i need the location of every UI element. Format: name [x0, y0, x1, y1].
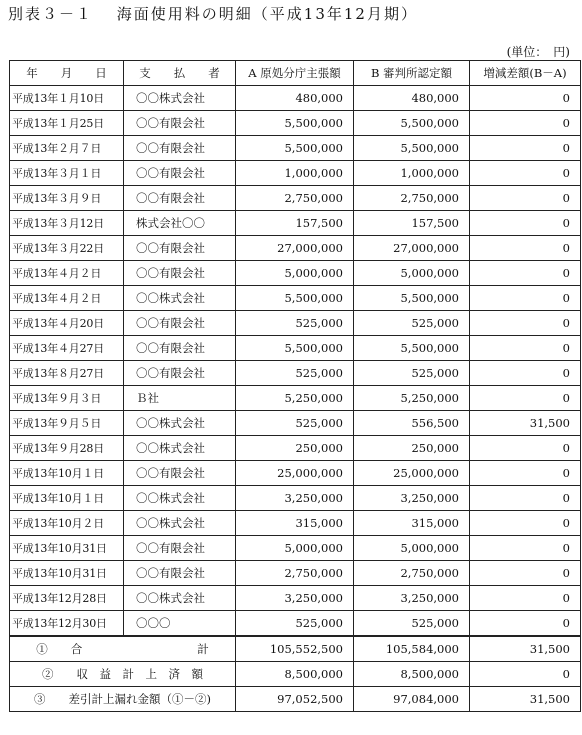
- row-payer: 株式会社〇〇: [124, 211, 236, 236]
- row-claimed: 525,000: [236, 361, 354, 386]
- table-row: [10, 236, 581, 261]
- row-claimed: 3,250,000: [236, 586, 354, 611]
- row-claimed: 480,000: [236, 86, 354, 111]
- total-claimed: 105,552,500: [236, 636, 354, 662]
- table-row: [10, 286, 581, 311]
- row-approved: 2,750,000: [354, 186, 470, 211]
- row-date: 平成13年４月２日: [10, 261, 124, 286]
- row-diff: 0: [470, 536, 581, 561]
- row-claimed: 525,000: [236, 411, 354, 436]
- row-approved: 5,500,000: [354, 111, 470, 136]
- total-label: ③ 差引計上漏れ金額（①－②): [10, 687, 236, 712]
- row-claimed: 1,000,000: [236, 161, 354, 186]
- row-claimed: 5,000,000: [236, 536, 354, 561]
- row-payer: 〇〇株式会社: [124, 411, 236, 436]
- row-diff: 0: [470, 186, 581, 211]
- total-claimed: 97,052,500: [236, 687, 354, 712]
- row-approved: 5,000,000: [354, 536, 470, 561]
- row-approved: 2,750,000: [354, 561, 470, 586]
- usage-fee-table: [9, 60, 581, 712]
- row-diff: 0: [470, 286, 581, 311]
- total-row: [10, 636, 581, 662]
- row-payer: 〇〇有限会社: [124, 461, 236, 486]
- row-payer: 〇〇有限会社: [124, 136, 236, 161]
- row-date: 平成13年８月27日: [10, 361, 124, 386]
- total-diff: 31,500: [470, 636, 581, 662]
- row-claimed: 25,000,000: [236, 461, 354, 486]
- row-payer: 〇〇株式会社: [124, 586, 236, 611]
- row-date: 平成13年９月５日: [10, 411, 124, 436]
- row-payer: 〇〇株式会社: [124, 511, 236, 536]
- row-claimed: 2,750,000: [236, 561, 354, 586]
- row-payer: 〇〇株式会社: [124, 436, 236, 461]
- row-payer: 〇〇有限会社: [124, 311, 236, 336]
- row-diff: 0: [470, 211, 581, 236]
- table-row: [10, 586, 581, 611]
- row-payer: Ｂ社: [124, 386, 236, 411]
- table-row: [10, 161, 581, 186]
- table-row: [10, 486, 581, 511]
- row-payer: 〇〇有限会社: [124, 261, 236, 286]
- table-row: [10, 186, 581, 211]
- row-diff: 0: [470, 336, 581, 361]
- row-date: 平成13年９月28日: [10, 436, 124, 461]
- table-row: [10, 436, 581, 461]
- total-label: ② 収 益 計 上 済 額: [10, 662, 236, 687]
- table-row: [10, 361, 581, 386]
- row-payer: 〇〇有限会社: [124, 561, 236, 586]
- row-approved: 27,000,000: [354, 236, 470, 261]
- row-date: 平成13年10月31日: [10, 536, 124, 561]
- table-row: [10, 336, 581, 361]
- row-payer: 〇〇株式会社: [124, 486, 236, 511]
- row-approved: 525,000: [354, 361, 470, 386]
- row-payer: 〇〇株式会社: [124, 286, 236, 311]
- table-row: [10, 311, 581, 336]
- header-approved: B 審判所認定額: [354, 61, 470, 86]
- row-date: 平成13年12月30日: [10, 611, 124, 637]
- table-row: [10, 211, 581, 236]
- row-diff: 0: [470, 111, 581, 136]
- row-payer: 〇〇有限会社: [124, 361, 236, 386]
- row-date: 平成13年３月22日: [10, 236, 124, 261]
- row-approved: 556,500: [354, 411, 470, 436]
- row-diff: 0: [470, 361, 581, 386]
- row-payer: 〇〇有限会社: [124, 186, 236, 211]
- row-diff: 0: [470, 561, 581, 586]
- total-approved: 8,500,000: [354, 662, 470, 687]
- total-approved: 97,084,000: [354, 687, 470, 712]
- row-payer: 〇〇有限会社: [124, 111, 236, 136]
- row-claimed: 5,500,000: [236, 111, 354, 136]
- table-row: [10, 561, 581, 586]
- row-diff: 0: [470, 461, 581, 486]
- row-diff: 31,500: [470, 411, 581, 436]
- table-row: [10, 261, 581, 286]
- row-claimed: 157,500: [236, 211, 354, 236]
- table-row: [10, 386, 581, 411]
- unit-label: (単位： 円): [506, 45, 570, 59]
- total-diff: 0: [470, 662, 581, 687]
- row-claimed: 27,000,000: [236, 236, 354, 261]
- total-row: [10, 687, 581, 712]
- total-diff: 31,500: [470, 687, 581, 712]
- table-row: [10, 461, 581, 486]
- total-claimed: 8,500,000: [236, 662, 354, 687]
- row-approved: 5,250,000: [354, 386, 470, 411]
- row-diff: 0: [470, 586, 581, 611]
- row-date: 平成13年12月28日: [10, 586, 124, 611]
- row-claimed: 3,250,000: [236, 486, 354, 511]
- row-date: 平成13年２月７日: [10, 136, 124, 161]
- total-label: ① 合 計: [10, 636, 236, 662]
- row-approved: 5,500,000: [354, 136, 470, 161]
- row-date: 平成13年10月31日: [10, 561, 124, 586]
- row-payer: 〇〇有限会社: [124, 161, 236, 186]
- header-diff: 増減差額(B－A): [470, 61, 581, 86]
- header-date: 年 月 日: [10, 61, 124, 86]
- row-claimed: 2,750,000: [236, 186, 354, 211]
- row-payer: 〇〇〇: [124, 611, 236, 637]
- row-claimed: 525,000: [236, 311, 354, 336]
- row-approved: 5,500,000: [354, 286, 470, 311]
- row-diff: 0: [470, 611, 581, 637]
- row-claimed: 5,500,000: [236, 286, 354, 311]
- row-diff: 0: [470, 136, 581, 161]
- document-title: 別表３－１ 海面使用料の明細（平成13年12月期）: [8, 5, 418, 23]
- table-row: [10, 111, 581, 136]
- row-claimed: 315,000: [236, 511, 354, 536]
- row-approved: 25,000,000: [354, 461, 470, 486]
- row-claimed: 5,000,000: [236, 261, 354, 286]
- row-diff: 0: [470, 511, 581, 536]
- row-date: 平成13年１月10日: [10, 86, 124, 111]
- row-diff: 0: [470, 261, 581, 286]
- row-approved: 250,000: [354, 436, 470, 461]
- table-row: [10, 411, 581, 436]
- row-date: 平成13年３月１日: [10, 161, 124, 186]
- total-approved: 105,584,000: [354, 636, 470, 662]
- row-date: 平成13年３月９日: [10, 186, 124, 211]
- row-approved: 157,500: [354, 211, 470, 236]
- row-approved: 480,000: [354, 86, 470, 111]
- table-row: [10, 611, 581, 637]
- header-claimed: A 原処分庁主張額: [236, 61, 354, 86]
- total-row: [10, 662, 581, 687]
- row-diff: 0: [470, 161, 581, 186]
- row-approved: 1,000,000: [354, 161, 470, 186]
- table-row: [10, 536, 581, 561]
- row-approved: 525,000: [354, 611, 470, 637]
- header-payer: 支 払 者: [124, 61, 236, 86]
- row-claimed: 250,000: [236, 436, 354, 461]
- row-approved: 5,500,000: [354, 336, 470, 361]
- row-approved: 525,000: [354, 311, 470, 336]
- table-header-row: [10, 61, 581, 86]
- row-approved: 3,250,000: [354, 586, 470, 611]
- table-row: [10, 86, 581, 111]
- totals-body: [10, 636, 581, 712]
- row-claimed: 5,500,000: [236, 336, 354, 361]
- row-date: 平成13年４月27日: [10, 336, 124, 361]
- row-diff: 0: [470, 436, 581, 461]
- table-row: [10, 511, 581, 536]
- row-payer: 〇〇有限会社: [124, 336, 236, 361]
- row-diff: 0: [470, 311, 581, 336]
- row-payer: 〇〇有限会社: [124, 536, 236, 561]
- row-date: 平成13年９月３日: [10, 386, 124, 411]
- row-diff: 0: [470, 486, 581, 511]
- row-diff: 0: [470, 236, 581, 261]
- table-body: [10, 86, 581, 637]
- row-diff: 0: [470, 86, 581, 111]
- row-payer: 〇〇有限会社: [124, 236, 236, 261]
- row-date: 平成13年４月２日: [10, 286, 124, 311]
- row-date: 平成13年10月１日: [10, 461, 124, 486]
- row-date: 平成13年10月１日: [10, 486, 124, 511]
- row-diff: 0: [470, 386, 581, 411]
- row-approved: 315,000: [354, 511, 470, 536]
- row-date: 平成13年４月20日: [10, 311, 124, 336]
- row-approved: 3,250,000: [354, 486, 470, 511]
- table-row: [10, 136, 581, 161]
- row-claimed: 5,500,000: [236, 136, 354, 161]
- row-date: 平成13年３月12日: [10, 211, 124, 236]
- row-date: 平成13年１月25日: [10, 111, 124, 136]
- row-payer: 〇〇株式会社: [124, 86, 236, 111]
- row-claimed: 5,250,000: [236, 386, 354, 411]
- row-approved: 5,000,000: [354, 261, 470, 286]
- row-claimed: 525,000: [236, 611, 354, 637]
- row-date: 平成13年10月２日: [10, 511, 124, 536]
